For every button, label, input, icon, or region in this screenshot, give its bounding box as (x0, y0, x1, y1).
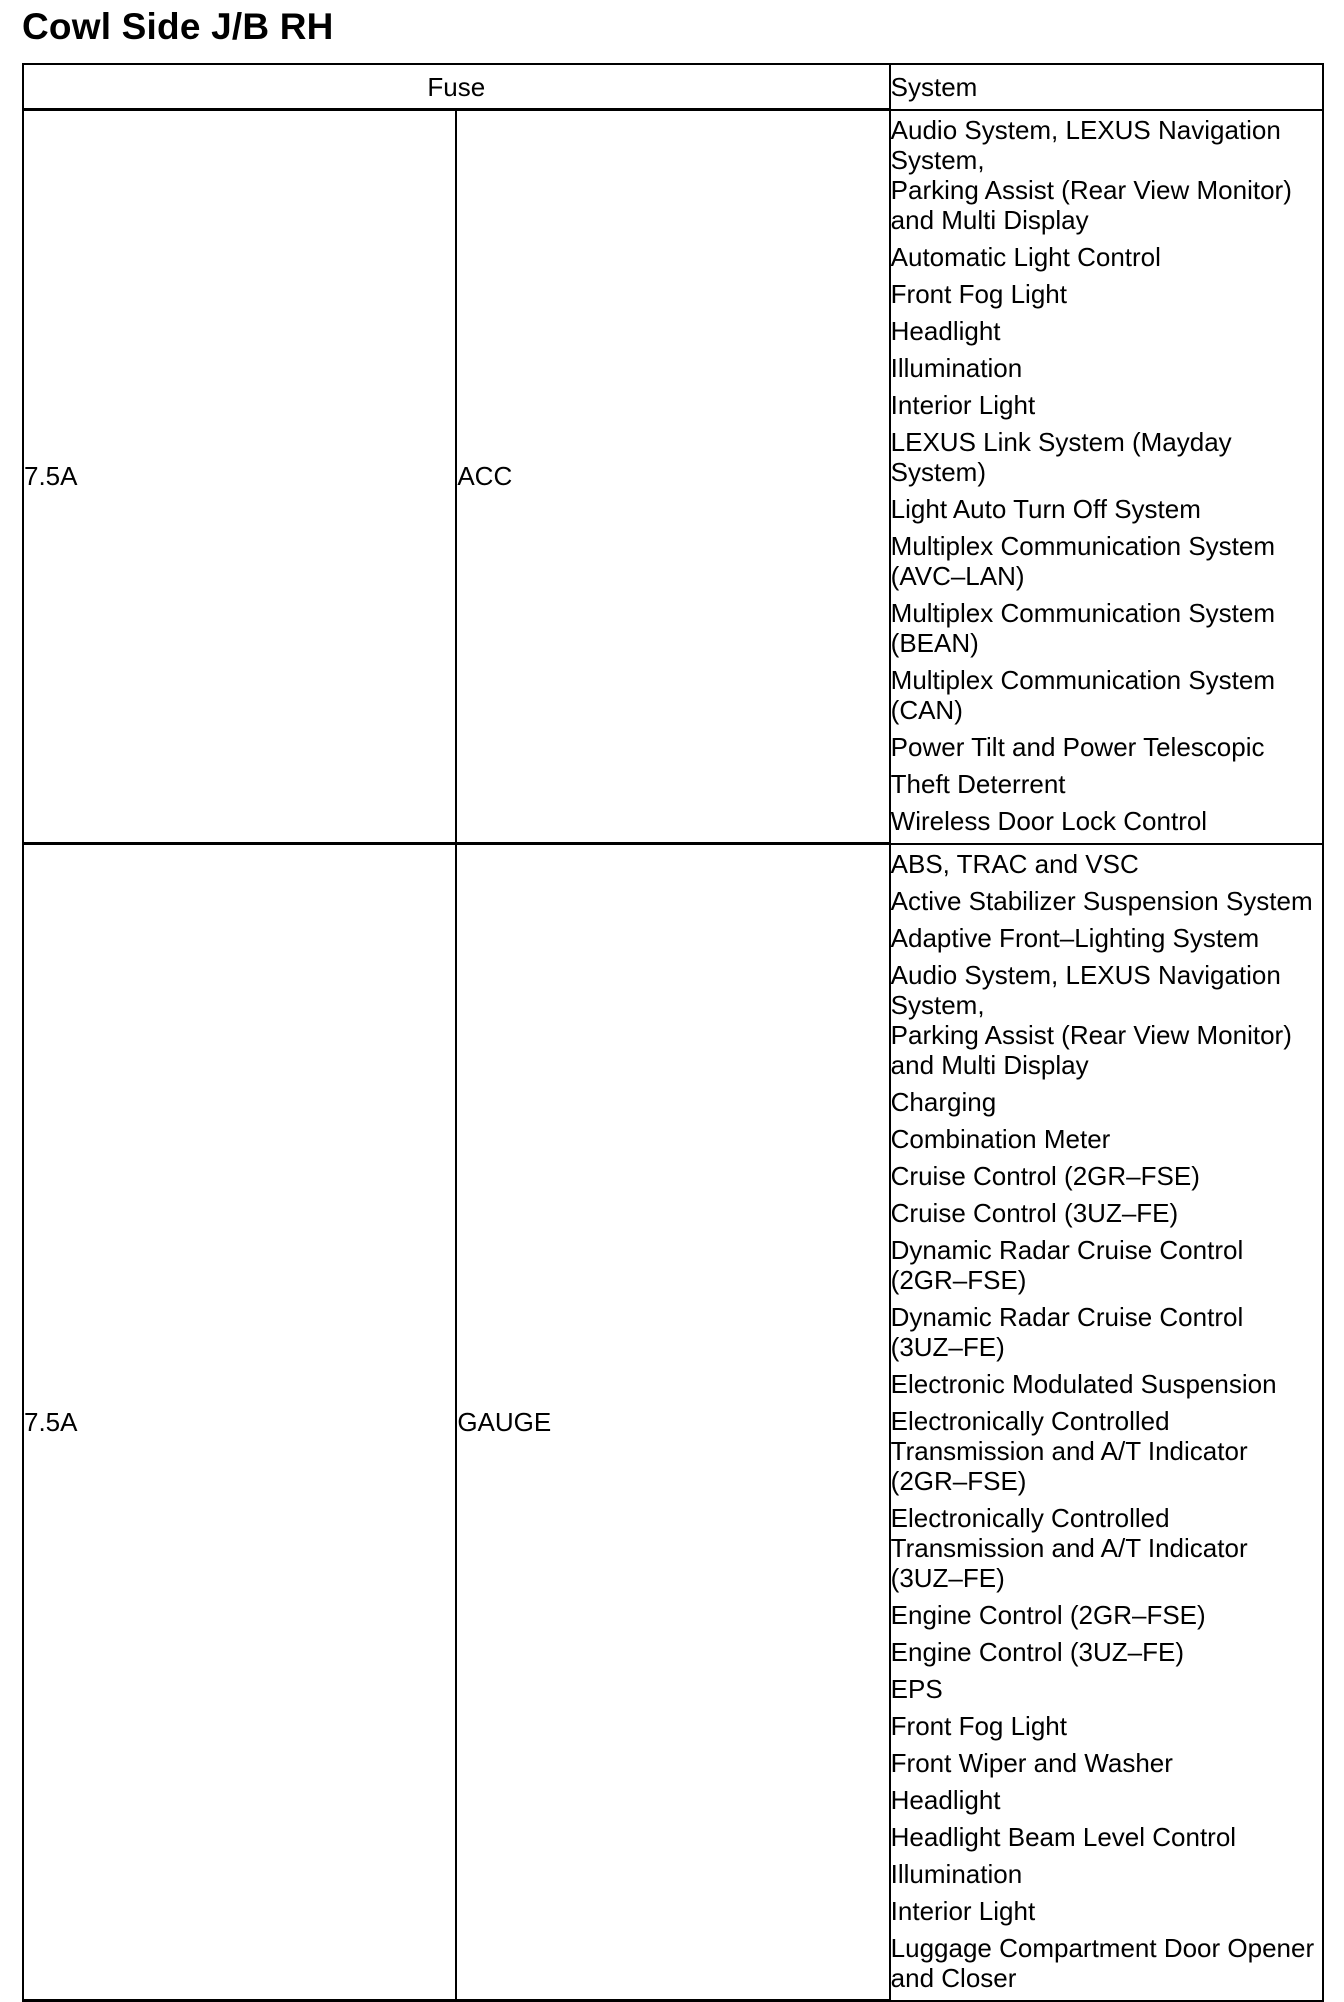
fuse-table (22, 63, 1324, 2002)
system-item: Dynamic Radar Cruise Control (3UZ–FE) (890, 1301, 1244, 1362)
system-item: Audio System, LEXUS Navigation System, Parking Assist (Rear View Monitor) and Multi Display (890, 959, 1292, 1080)
system-item: Adaptive Front–Lighting System (890, 922, 1260, 953)
system-item: Front Fog Light (890, 278, 1067, 309)
header-system: System (890, 64, 1323, 110)
system-item: Electronic Modulated Suspension (890, 1368, 1277, 1399)
table-header-row (23, 64, 1323, 110)
system-item: Headlight Beam Level Control (890, 1821, 1237, 1852)
system-item: Engine Control (2GR–FSE) (890, 1599, 1206, 1630)
system-item: Front Wiper and Washer (890, 1747, 1173, 1778)
system-item: Illumination (890, 1858, 1023, 1889)
system-item: Automatic Light Control (890, 241, 1161, 272)
table-row (23, 110, 1323, 844)
system-item: ABS, TRAC and VSC (890, 848, 1139, 879)
system-item: EPS (890, 1673, 943, 1704)
fuse-name: GAUGE (456, 844, 889, 2001)
header-fuse: Fuse (23, 64, 890, 110)
system-item: Multiplex Communication System (AVC–LAN) (890, 530, 1276, 591)
fuse-name: ACC (456, 110, 889, 844)
page-title: Cowl Side J/B RH (22, 6, 334, 47)
system-item: Theft Deterrent (890, 768, 1066, 799)
system-list (890, 110, 1323, 844)
system-item: Luggage Compartment Door Opener and Closer (890, 1932, 1315, 1993)
system-item: Interior Light (890, 1895, 1036, 1926)
system-item: Cruise Control (2GR–FSE) (890, 1160, 1200, 1191)
system-item: Audio System, LEXUS Navigation System, Parking Assist (Rear View Monitor) and Multi Display (890, 114, 1292, 235)
table-row (23, 844, 1323, 2001)
system-item: Combination Meter (890, 1123, 1111, 1154)
fuse-amperage: 7.5A (23, 110, 456, 844)
system-item: Light Auto Turn Off System (890, 493, 1201, 524)
system-item: Cruise Control (3UZ–FE) (890, 1197, 1179, 1228)
system-item: Electronically Controlled Transmission and A/T Indicator (3UZ–FE) (890, 1502, 1248, 1593)
system-item: Multiplex Communication System (BEAN) (890, 597, 1276, 658)
system-item: LEXUS Link System (Mayday System) (890, 426, 1232, 487)
system-item: Active Stabilizer Suspension System (890, 885, 1313, 916)
system-item: Headlight (890, 1784, 1001, 1815)
system-item: Electronically Controlled Transmission and A/T Indicator (2GR–FSE) (890, 1405, 1248, 1496)
system-item: Front Fog Light (890, 1710, 1067, 1741)
system-item: Headlight (890, 315, 1001, 346)
system-list (890, 844, 1323, 2001)
system-item: Interior Light (890, 389, 1036, 420)
system-item: Power Tilt and Power Telescopic (890, 731, 1265, 762)
system-item: Dynamic Radar Cruise Control (2GR–FSE) (890, 1234, 1244, 1295)
fuse-amperage: 7.5A (23, 844, 456, 2001)
system-item: Wireless Door Lock Control (890, 805, 1208, 836)
system-item: Charging (890, 1086, 997, 1117)
system-item: Engine Control (3UZ–FE) (890, 1636, 1184, 1667)
system-item: Multiplex Communication System (CAN) (890, 664, 1276, 725)
system-item: Illumination (890, 352, 1023, 383)
